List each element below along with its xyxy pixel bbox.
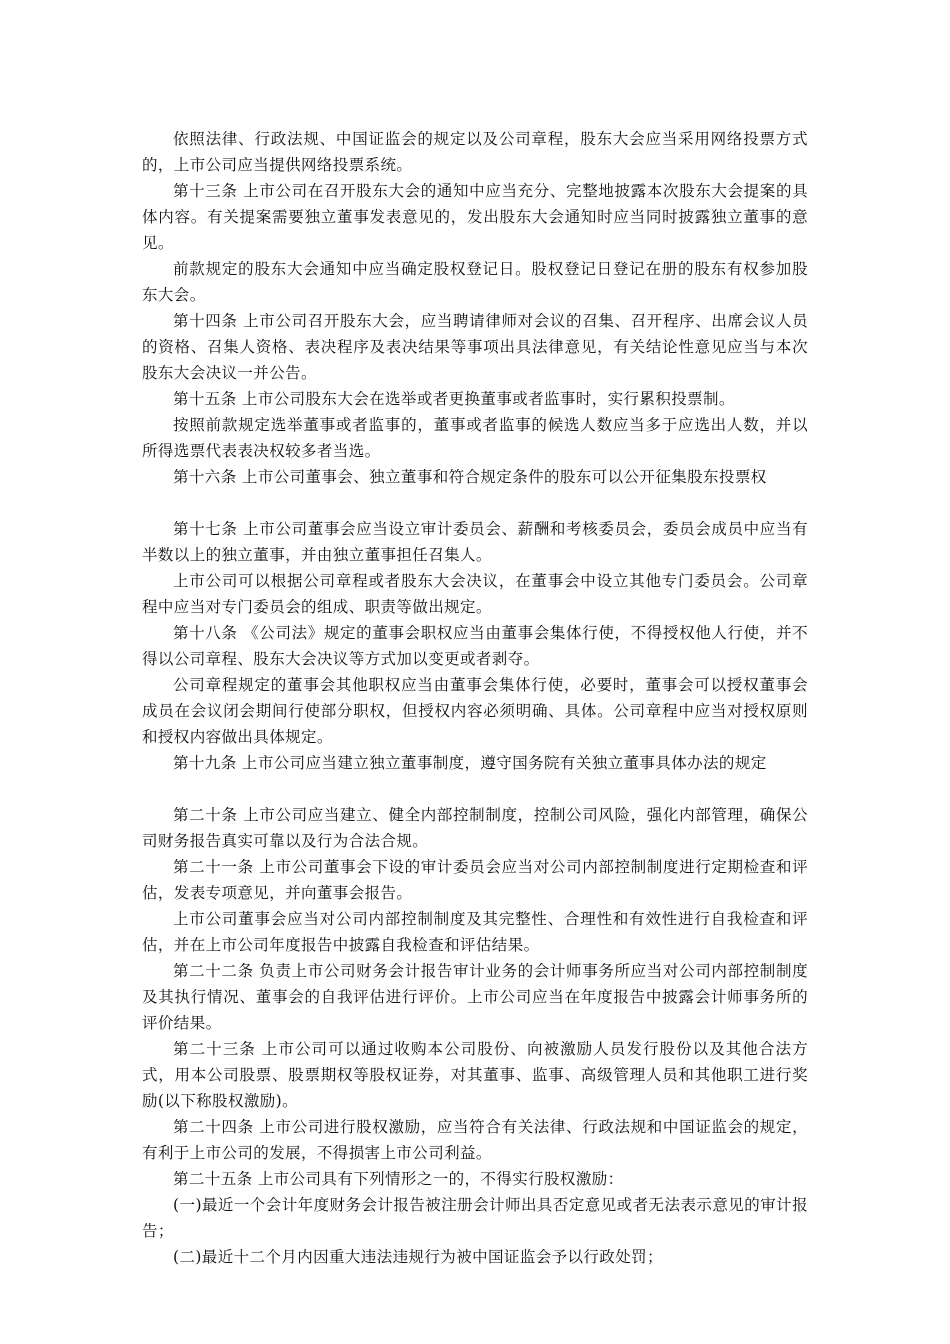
paragraph-3: 前款规定的股东大会通知中应当确定股权登记日。股权登记日登记在册的股东有权参加股东大会。 [142, 260, 808, 304]
paragraph-article-13: 第十三条 上市公司在召开股东大会的通知中应当充分、完整地披露本次股东大会提案的具体内容。有关提案需要独立董事发表意见的，发出股东大会通知时应当同时披露独立董事的意见。 [142, 182, 808, 252]
paragraph-15: 上市公司董事会应当对公司内部控制制度及其完整性、合理性和有效性进行自我检查和评估，并在上市公司年度报告中披露自我检查和评估结果。 [142, 910, 808, 954]
paragraph-article-22: 第二十二条 负责上市公司财务会计报告审计业务的会计师事务所应当对公司内部控制制度及其执行情况、董事会的自我评估进行评价。上市公司应当在年度报告中披露会计师事务所的评价结果。 [142, 962, 808, 1032]
paragraph-article-21: 第二十一条 上市公司董事会下设的审计委员会应当对公司内部控制制度进行定期检查和评估，发表专项意见，并向董事会报告。 [142, 858, 808, 902]
paragraph-article-14: 第十四条 上市公司召开股东大会，应当聘请律师对会议的召集、召开程序、出席会议人员的资格、召集人资格、表决程序及表决结果等事项出具法律意见，有关结论性意见应当与本次股东大会决议一并公告。 [142, 312, 808, 382]
document-page [142, 126, 808, 1270]
paragraph-article-19: 第十九条 上市公司应当建立独立董事制度，遵守国务院有关独立董事具体办法的规定 [173, 754, 767, 772]
paragraph-item-2: (二)最近十二个月内因重大违法违规行为被中国证监会予以行政处罚； [173, 1248, 663, 1266]
paragraph-9: 上市公司可以根据公司章程或者股东大会决议，在董事会中设立其他专门委员会。公司章程中应当对专门委员会的组成、职责等做出规定。 [142, 572, 808, 616]
paragraph-1: 依照法律、行政法规、中国证监会的规定以及公司章程，股东大会应当采用网络投票方式的，上市公司应当提供网络投票系统。 [142, 130, 808, 174]
blank-line [142, 490, 808, 516]
paragraph-6: 按照前款规定选举董事或者监事的，董事或者监事的候选人数应当多于应选出人数，并以所得选票代表表决权较多者当选。 [142, 416, 808, 460]
paragraph-article-18: 第十八条 《公司法》规定的董事会职权应当由董事会集体行使，不得授权他人行使，并不得以公司章程、股东大会决议等方式加以变更或者剥夺。 [142, 624, 808, 668]
blank-line [142, 776, 808, 802]
paragraph-article-17: 第十七条 上市公司董事会应当设立审计委员会、薪酬和考核委员会，委员会成员中应当有半数以上的独立董事，并由独立董事担任召集人。 [142, 520, 808, 564]
paragraph-article-15: 第十五条 上市公司股东大会在选举或者更换董事或者监事时，实行累积投票制。 [173, 390, 735, 408]
paragraph-article-25: 第二十五条 上市公司具有下列情形之一的，不得实行股权激励： [173, 1170, 624, 1188]
paragraph-article-16: 第十六条 上市公司董事会、独立董事和符合规定条件的股东可以公开征集股东投票权 [173, 468, 767, 486]
paragraph-11: 公司章程规定的董事会其他职权应当由董事会集体行使，必要时，董事会可以授权董事会成员在会议闭会期间行使部分职权，但授权内容必须明确、具体。公司章程中应当对授权原则和授权内容做出具体规定。 [142, 676, 808, 746]
paragraph-article-24: 第二十四条 上市公司进行股权激励，应当符合有关法律、行政法规和中国证监会的规定，有利于上市公司的发展，不得损害上市公司利益。 [142, 1118, 808, 1162]
paragraph-article-23: 第二十三条 上市公司可以通过收购本公司股份、向被激励人员发行股份以及其他合法方式，用本公司股票、股票期权等股权证券，对其董事、监事、高级管理人员和其他职工进行奖励(以下称股权激励)。 [142, 1040, 808, 1110]
paragraph-item-1: (一)最近一个会计年度财务会计报告被注册会计师出具否定意见或者无法表示意见的审计报告； [142, 1196, 808, 1240]
paragraph-article-20: 第二十条 上市公司应当建立、健全内部控制制度，控制公司风险，强化内部管理，确保公司财务报告真实可靠以及行为合法合规。 [142, 806, 808, 850]
